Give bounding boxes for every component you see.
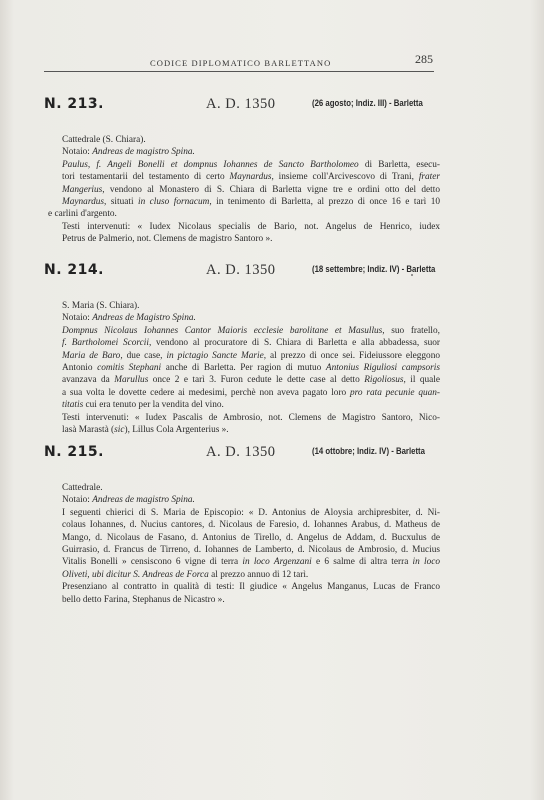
document-date-place: (26 agosto; Indiz. III) - Barletta	[312, 98, 423, 109]
text-line	[62, 412, 440, 424]
italic-text: Mangerius	[62, 184, 103, 195]
document-body-214	[62, 300, 440, 436]
italic-text: Dompnus Nicolaus Iohannes Cantor Maioris ecclesie barolitane et Masullus	[62, 325, 383, 336]
italic-text: Maria de Baro	[62, 350, 121, 361]
italic-text: in loco Argenzani	[242, 557, 312, 568]
text-line	[62, 544, 440, 556]
text-line	[62, 134, 440, 146]
text-segment: Guirrasio, d. Francus de Tirreno, d. Iohannes de Lamberto, d. Nicolaus de Ambrosio, d. Mucius	[62, 545, 440, 556]
text-segment: Notaio:	[62, 147, 93, 158]
text-line	[62, 374, 440, 386]
text-segment: e 6 salme di altra terra	[311, 557, 413, 568]
text-line	[62, 184, 440, 196]
text-line	[62, 569, 440, 581]
text-line	[62, 337, 440, 349]
italic-text: frater	[418, 172, 440, 183]
document-year: A. D. 1350	[206, 444, 276, 460]
text-segment: , suo fratello,	[382, 325, 440, 336]
text-segment: S. Maria (S. Chiara).	[62, 301, 140, 311]
document-header-213	[44, 96, 434, 114]
text-line	[62, 350, 440, 362]
italic-text: Maynardus	[62, 197, 105, 208]
text-segment: , il quale	[403, 375, 440, 386]
page-number: 285	[415, 52, 433, 66]
text-segment: al prezzo annuo di 12 tarì.	[208, 569, 309, 580]
text-segment: Mango, d. Nicolaus de Fasano, d. Antonius de Tirello, d. Angelus de Addam, d. Bucxulus de	[62, 532, 440, 543]
italic-text: pro rata pecunie quan-	[349, 387, 441, 398]
italic-text: Antonius Riguliosi campsoris	[325, 363, 440, 374]
italic-text: sic	[114, 425, 125, 436]
text-line	[62, 300, 440, 312]
italic-text: Andreas de magistro Spina.	[92, 147, 195, 158]
text-segment: a sua volta le dovette cedere ai medesimi, perchè non aveva pagato loro	[62, 387, 350, 398]
text-segment: I seguenti chierici di S. Maria de Episcopio: « D. Antonius de Aloysia archipresbiter, d. Ni-	[62, 507, 440, 518]
text-line	[62, 159, 440, 171]
text-line	[62, 146, 440, 158]
text-segment: , due case,	[120, 350, 167, 361]
italic-text: in loco	[412, 557, 441, 568]
text-segment: bello detto Farina, Stephanus de Nicastro ».	[62, 594, 225, 605]
text-line	[62, 594, 440, 606]
text-segment: tori testamentarii del testamento di certo	[62, 172, 230, 183]
document-number: N. 215.	[44, 444, 104, 460]
italic-text: Andreas de Magistro Spina.	[92, 313, 196, 324]
text-segment: Notaio:	[62, 495, 93, 506]
document-header-215	[44, 444, 434, 462]
text-segment: Antonio	[62, 363, 98, 374]
text-segment: cui era tenuto per la vendita del vino.	[83, 400, 224, 411]
text-segment: Cattedrale.	[62, 483, 103, 493]
text-segment: , in tenimento di Barletta, al prezzo di once 16 e tarì 10	[209, 197, 440, 208]
document-year: A. D. 1350	[206, 96, 276, 112]
text-line	[62, 556, 440, 568]
text-segment: di Barletta, esecu-	[358, 159, 440, 170]
text-segment: once 2 e tarì 3. Furon cedute le dette case al detto	[148, 375, 365, 386]
text-segment: ), Lillus Cola Argenterius ».	[124, 425, 229, 436]
italic-text: Maynardus	[229, 172, 272, 183]
text-line	[62, 581, 440, 593]
text-segment: , insieme coll'Arcivescovo di Trani,	[271, 172, 419, 183]
italic-text: Paulus, f. Angeli Bonelli et dompnus Iohannes de Sancto Bartholomeo	[62, 159, 359, 170]
text-line	[62, 233, 440, 245]
text-line	[62, 424, 440, 436]
document-body-215	[62, 482, 440, 606]
text-segment: Testi intervenuti: « Iudex Pascalis de Ambrosio, not. Clemens de Magistro Santoro, Nico-	[62, 412, 440, 423]
text-segment: Notaio:	[62, 313, 93, 324]
text-line	[48, 208, 440, 220]
document-body-213	[48, 134, 440, 246]
document-year: A. D. 1350	[206, 262, 276, 278]
text-segment: , al prezzo di once sei. Fideiussore eleggono	[263, 350, 441, 361]
running-title: CODICE DIPLOMATICO BARLETTANO	[150, 58, 332, 68]
text-segment: Cattedrale (S. Chiara).	[62, 135, 146, 145]
header-rule	[44, 71, 434, 72]
text-line	[62, 399, 440, 411]
text-segment: , situati	[104, 197, 138, 208]
document-header-214	[44, 262, 434, 280]
text-segment: Presenziano al contratto in qualità di testi: Il giudice « Angelus Manganus, Lucas de Franco	[62, 582, 440, 593]
text-line	[62, 494, 440, 506]
text-line	[62, 196, 440, 208]
text-segment: colaus Iohannes, d. Nucius cantores, d. Nicolaus de Faresio, d. Iohannes Arabus, d. Matheus de	[62, 520, 440, 531]
text-line	[62, 312, 440, 324]
text-line	[62, 482, 440, 494]
italic-text: Andreas de magistro Spina.	[92, 495, 195, 506]
italic-text: Marullus	[114, 375, 149, 386]
document-date-place: (14 ottobre; Indiz. IV) - Barletta	[312, 446, 425, 457]
text-segment: avanzava da	[62, 375, 115, 386]
italic-text: Rigoliosus	[364, 375, 404, 386]
italic-text: Oliveti, ubi dicitur S. Andreas de Forca	[62, 569, 209, 580]
document-date-place: (18 settembre; Indiz. IV) - Barletta	[312, 264, 436, 275]
italic-text: in cluso fornacum	[137, 197, 210, 208]
text-line	[62, 519, 440, 531]
italic-text: f. Bartholomei Scorcii	[62, 338, 149, 349]
text-line	[62, 507, 440, 519]
text-line	[62, 387, 440, 399]
text-segment: lasà Marastà (	[62, 425, 115, 436]
text-segment: Vitalis Bonelli » censiscono 6 vigne di terra	[62, 557, 243, 568]
italic-text: comitis Stephani	[97, 363, 162, 374]
text-line	[62, 171, 440, 183]
italic-text: in pictagio Sancte Marie	[166, 350, 264, 361]
text-line	[62, 221, 440, 233]
document-number: N. 214.	[44, 262, 104, 278]
text-line	[62, 325, 440, 337]
italic-text: titatis	[62, 400, 84, 411]
text-segment: , vendono al procuratore di S. Chiara di Barletta e alla abbadessa, suor	[148, 338, 440, 349]
text-line	[62, 532, 440, 544]
text-line	[62, 362, 440, 374]
text-segment: Testi intervenuti: « Iudex Nicolaus specialis de Bario, not. Angelus de Henrico, iudex	[62, 221, 440, 232]
text-segment: e carlini d'argento.	[48, 209, 117, 220]
text-segment: , vendono al Monastero di S. Chiara di Barletta vigne tre e ordini otto del detto	[102, 184, 440, 195]
text-segment: anche di Barletta. Per ragion di mutuo	[161, 363, 326, 374]
document-number: N. 213.	[44, 96, 104, 112]
text-segment: Petrus de Palmerio, not. Clemens de magistro Santoro ».	[62, 234, 273, 245]
